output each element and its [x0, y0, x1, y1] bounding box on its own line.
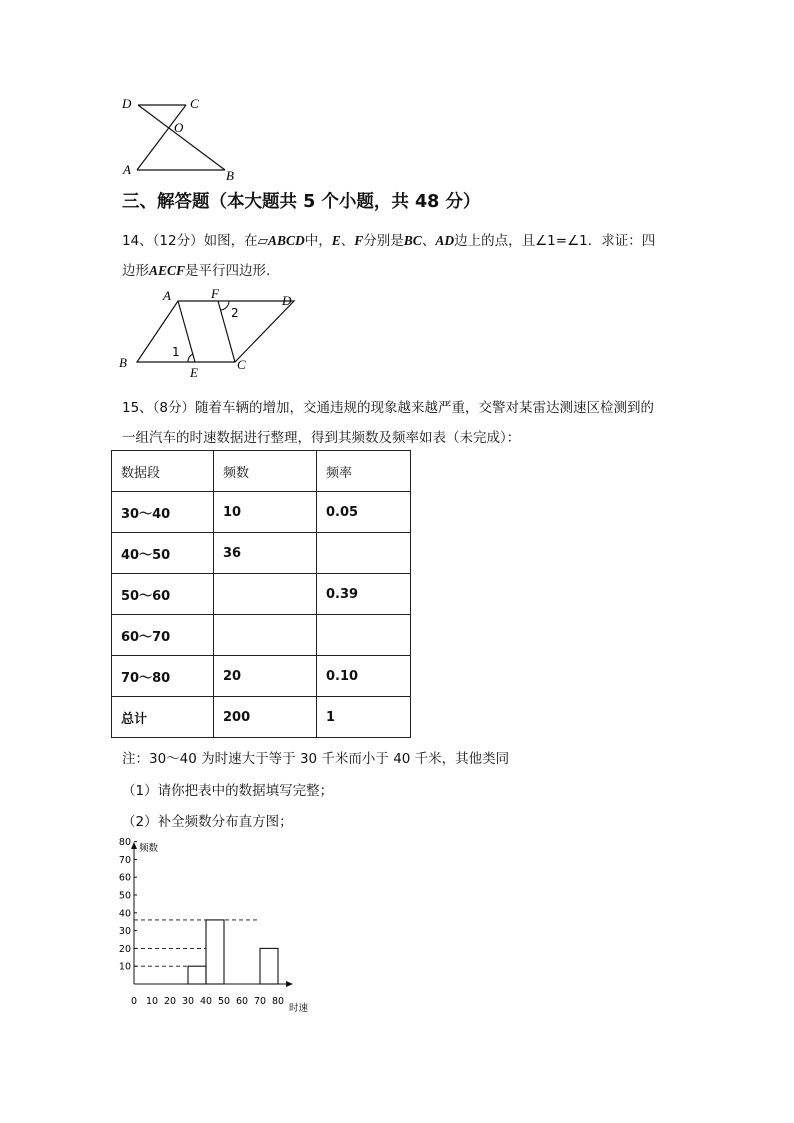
x-axis-label: 时速 [289, 1003, 309, 1014]
table-cell: 30～40 [112, 492, 214, 533]
histogram-bar [206, 920, 224, 984]
q14-text: 边形 [122, 263, 149, 279]
table-row [112, 574, 411, 615]
label-a: A [163, 288, 171, 303]
label-c: C [190, 96, 199, 111]
table-header: 频数 [214, 451, 317, 492]
x-tick-label: 70 [253, 996, 267, 1007]
q14-text: 、 [340, 233, 355, 249]
table-row [112, 656, 411, 697]
frequency-table [111, 450, 411, 738]
label-a: A [123, 162, 131, 177]
angle2-arc [220, 301, 229, 310]
label-d: D [282, 293, 292, 308]
table-cell [214, 574, 317, 615]
x-tick-label: 30 [181, 996, 195, 1007]
y-axis-label: 频数 [139, 843, 159, 854]
x-tick-label: 10 [145, 996, 159, 1007]
section-heading: 三、解答题（本大题共 5 个小题，共 48 分） [122, 192, 481, 212]
table-cell: 36 [214, 533, 317, 574]
q14-line2 [122, 259, 270, 279]
x-tick-label: 20 [163, 996, 177, 1007]
table-cell [214, 615, 317, 656]
frequency-histogram [112, 838, 322, 1020]
table-cell [317, 615, 411, 656]
table-cell: 0.39 [317, 574, 411, 615]
q15-line1: 15、（8分）随着车辆的增加，交通违规的现象越来越严重，交警对某雷达测速区检测到的 [122, 400, 655, 416]
table-cell: 0.10 [317, 656, 411, 697]
y-tick-label: 30 [118, 926, 131, 938]
label-b: B [226, 168, 234, 182]
q14-ad: AD [435, 233, 455, 248]
q15-part2: （2）补全频数分布直方图； [122, 814, 293, 830]
label-angle1: 1 [172, 345, 180, 359]
q15-note: 注：30～40 为时速大于等于 30 千米而小于 40 千米，其他类同 [122, 751, 510, 767]
label-d: D [122, 96, 132, 111]
table-row [112, 533, 411, 574]
table-header: 频率 [317, 451, 411, 492]
table-cell: 总计 [112, 697, 214, 738]
label-b: B [119, 355, 127, 370]
table-cell: 50～60 [112, 574, 214, 615]
table-header: 数据段 [112, 451, 214, 492]
q15-part1: （1）请你把表中的数据填写完整； [122, 783, 334, 799]
q14-text: 分别是 [363, 233, 404, 249]
q14-f: F [354, 233, 364, 248]
angle1-arc [188, 354, 193, 362]
table-cell: 200 [214, 697, 317, 738]
table-cell: 40～50 [112, 533, 214, 574]
x-tick-label: 40 [199, 996, 213, 1007]
figure-q14-parallelogram [112, 284, 312, 382]
label-angle2: 2 [231, 306, 239, 320]
y-tick-label: 50 [118, 890, 131, 902]
table-cell: 10 [214, 492, 317, 533]
label-c: C [237, 357, 246, 372]
table-cell [317, 533, 411, 574]
figure-q13 [115, 92, 240, 182]
q14-bc: BC [403, 233, 422, 248]
q14-e: E [331, 233, 341, 248]
segment-db [138, 105, 225, 170]
histogram-bar [188, 966, 206, 984]
table-cell: 1 [317, 697, 411, 738]
segment-ca [137, 105, 186, 170]
table-row [112, 615, 411, 656]
y-tick-label: 40 [118, 908, 131, 920]
label-e: E [190, 365, 198, 380]
table-row [112, 697, 411, 738]
y-tick-label: 60 [118, 872, 131, 884]
label-o: O [174, 120, 184, 135]
table-header-row [112, 451, 411, 492]
x-axis-arrow [286, 981, 293, 987]
q14-abcd: ABCD [268, 233, 305, 248]
histogram-bar [260, 948, 278, 984]
x-tick-label: 0 [130, 996, 138, 1007]
q14-text: 、 [421, 233, 436, 249]
q15-line2: 一组汽车的时速数据进行整理，得到其频数及频率如表（未完成）： [122, 430, 521, 446]
q14-text: 14、（12分）如图，在▱ [122, 233, 268, 249]
table-cell: 60～70 [112, 615, 214, 656]
y-tick-label: 20 [118, 943, 131, 955]
q14-text: 中， [304, 233, 332, 249]
y-tick-label: 80 [118, 838, 131, 849]
q14-aecf: AECF [149, 263, 186, 278]
table-row [112, 492, 411, 533]
y-axis-arrow [131, 842, 137, 849]
label-f: F [211, 286, 219, 301]
table-cell: 70～80 [112, 656, 214, 697]
parallelogram-abcd [137, 301, 294, 362]
x-tick-label: 50 [217, 996, 231, 1007]
y-tick-label: 10 [118, 961, 131, 973]
x-tick-label: 80 [271, 996, 285, 1007]
table-cell: 0.05 [317, 492, 411, 533]
segment-ae [178, 301, 195, 362]
table-cell: 20 [214, 656, 317, 697]
q14-line1 [122, 229, 655, 249]
y-tick-label: 70 [118, 854, 131, 866]
q14-text: 是平行四边形. [185, 263, 271, 279]
x-tick-label: 60 [235, 996, 249, 1007]
q14-text: 边上的点，且∠1=∠1．求证：四 [454, 233, 656, 249]
